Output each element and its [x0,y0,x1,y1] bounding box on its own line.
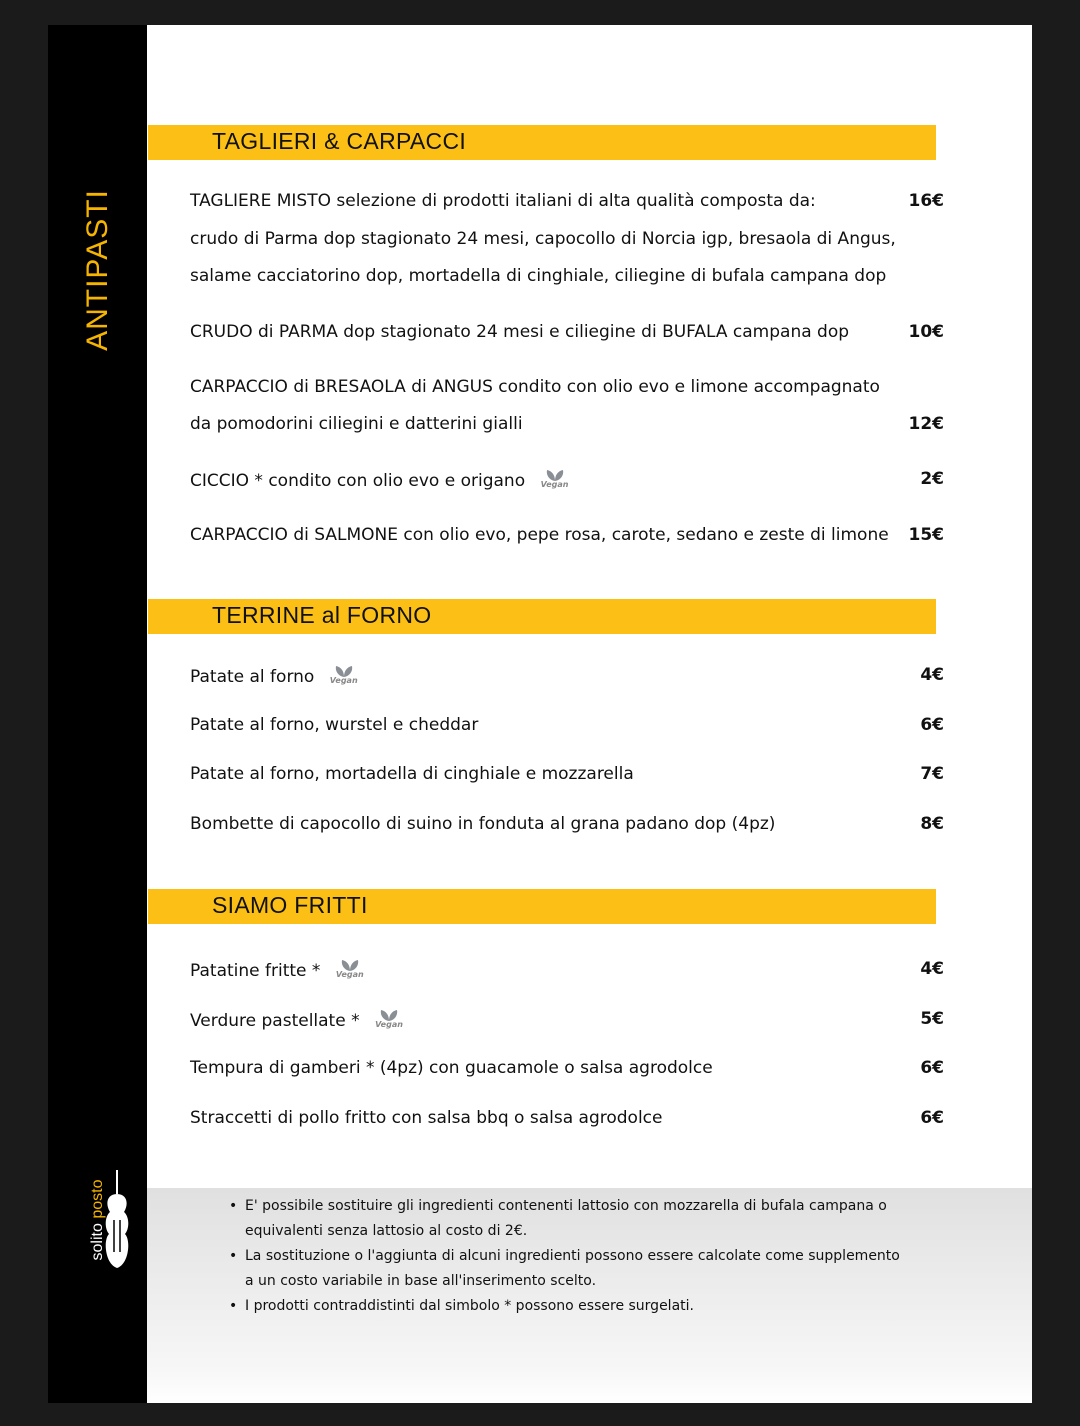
item-price: 4€ [920,665,944,685]
vegan-label: Vegan [375,1020,403,1029]
menu-item-patate-mortadella [190,764,944,784]
item-name: Bombette di capocollo di suino in fonduta al grana padano dop (4pz) [190,814,776,834]
category-title: ANTIPASTI [81,189,114,351]
item-name: Verdure pastellate * [190,1011,360,1031]
section-title: SIAMO FRITTI [212,892,368,918]
item-price: 6€ [920,1058,944,1078]
item-name: CICCIO * condito con olio evo e origano [190,471,526,491]
vegan-label: Vegan [329,676,358,685]
item-price: 4€ [920,959,944,979]
section-header-taglieri [148,125,936,160]
section-header-terrine [148,599,936,634]
logo-text-posto: posto [89,1179,106,1219]
notes-list [229,1194,909,1319]
sidebar [48,25,147,1403]
menu-page [48,25,1032,1403]
violin-logo-icon [101,1168,133,1276]
vegan-icon [371,1009,407,1033]
item-line: TAGLIERE MISTO selezione di prodotti italiani di alta qualità composta da: [190,191,816,211]
menu-item-carpaccio-salmone [190,525,944,545]
menu-item-patate-forno [190,665,944,689]
menu-item-patatine [190,959,944,983]
item-description-line: crudo di Parma dop stagionato 24 mesi, capocollo di Norcia igp, bresaola di Angus, [190,229,896,249]
menu-item-straccetti [190,1108,944,1128]
note-item: • I prodotti contraddistinti dal simbolo * possono essere surgelati. [229,1294,909,1319]
item-name: Patate al forno, mortadella di cinghiale e mozzarella [190,764,634,784]
item-name: Patate al forno [190,667,315,687]
section-title: TAGLIERI & CARPACCI [212,128,467,154]
item-name: CRUDO di PARMA dop stagionato 24 mesi e ciliegine di BUFALA campana dop [190,322,850,342]
note-item: • La sostituzione o l'aggiunta di alcuni ingredienti possono essere calcolate come supplemento a un costo variabile in base all'inserimento scelto. [229,1244,909,1294]
item-price: 6€ [920,1108,944,1128]
menu-item-crudo [190,322,944,342]
menu-item-carpaccio-bresaola [190,377,944,397]
item-name: Patatine fritte * [190,961,321,981]
menu-item-ciccio [190,469,944,493]
item-price: 5€ [920,1009,944,1029]
menu-item-bombette [190,814,944,834]
menu-item-verdure [190,1009,944,1033]
note-item: • E' possibile sostituire gli ingredienti contenenti lattosio con mozzarella di bufala campana o equivalenti senza lattosio al costo di 2€. [229,1194,909,1244]
item-price: 6€ [920,715,944,735]
item-price: 8€ [920,814,944,834]
item-name: Straccetti di pollo fritto con salsa bbq o salsa agrodolce [190,1108,663,1128]
item-price: 12€ [908,414,944,434]
item-name: CARPACCIO di SALMONE con olio evo, pepe rosa, carote, sedano e zeste di limone [190,525,889,545]
item-line: da pomodorini ciliegini e datterini gialli [190,414,523,434]
item-name: Patate al forno, wurstel e cheddar [190,715,479,735]
item-price: 2€ [920,469,944,489]
notes-panel [147,1188,1032,1403]
item-price: 16€ [908,191,944,211]
vegan-icon [537,469,573,493]
item-line: CARPACCIO di BRESAOLA di ANGUS condito con olio evo e limone accompagnato [190,377,880,397]
menu-item-carpaccio-bresaola-cont [190,414,944,434]
section-header-fritti [148,889,936,924]
item-price: 7€ [920,764,944,784]
menu-item-tagliere-misto [190,191,944,211]
vegan-icon [326,665,362,689]
item-name: Tempura di gamberi * (4pz) con guacamole o salsa agrodolce [190,1058,713,1078]
menu-item-patate-wurstel [190,715,944,735]
section-title: TERRINE al FORNO [212,602,432,628]
vegan-label: Vegan [540,480,569,489]
menu-item-tempura [190,1058,944,1078]
item-price: 15€ [908,525,944,545]
logo-text-solito: solito [89,1223,106,1261]
item-price: 10€ [908,322,944,342]
vegan-label: Vegan [335,970,364,979]
item-description-line: salame cacciatorino dop, mortadella di cinghiale, ciliegine di bufala campana dop [190,266,887,286]
vegan-icon [332,959,368,983]
